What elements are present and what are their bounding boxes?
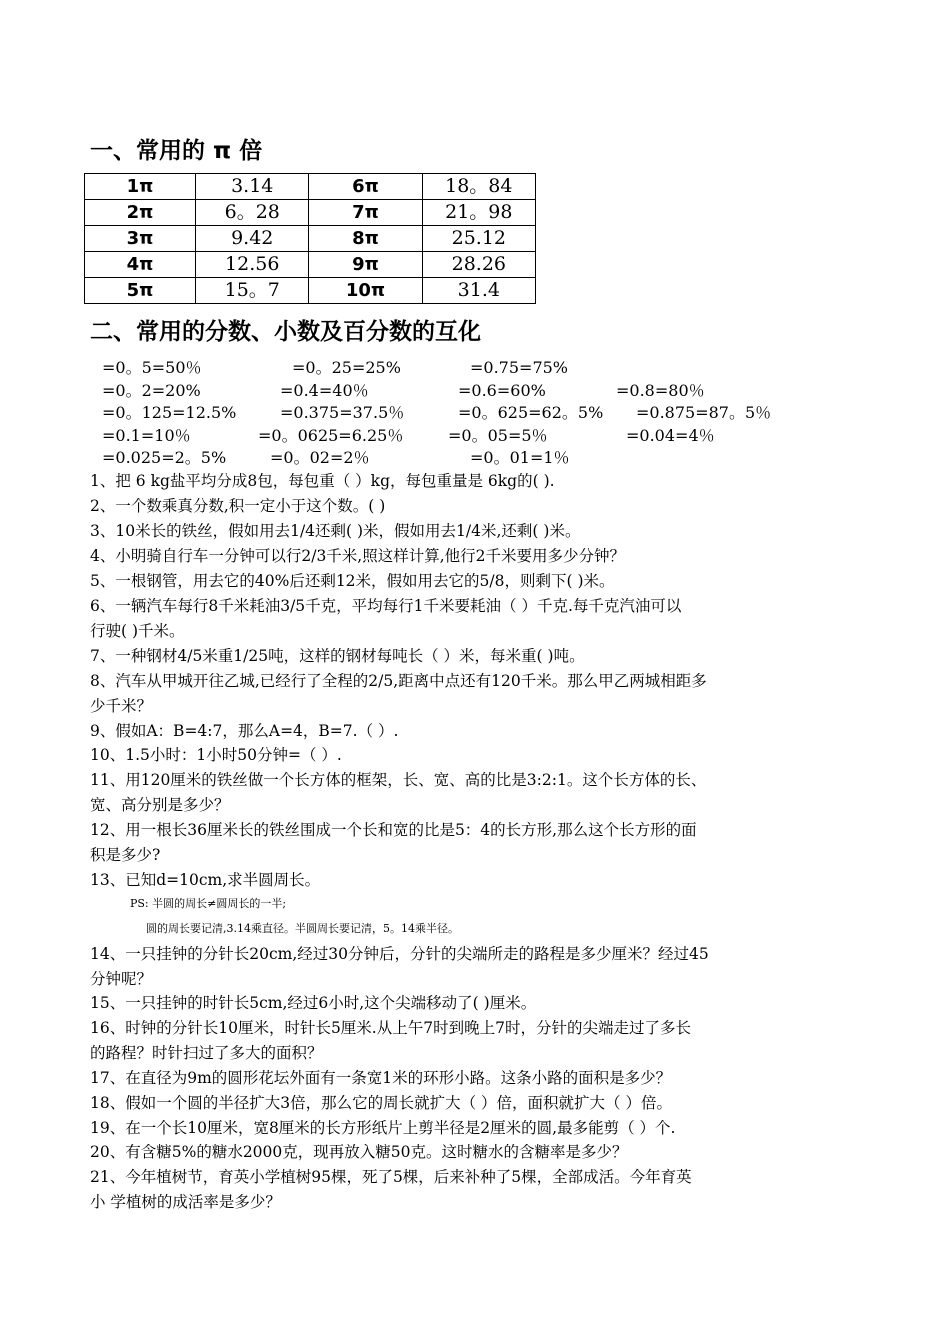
table-cell: 15。7 [196, 278, 309, 304]
question-line: 的路程？时针扫过了多大的面积？ [90, 1044, 323, 1062]
table-cell: 25.12 [422, 226, 535, 252]
conversion-item: =0。2=20% [102, 381, 201, 400]
table-cell: 21。98 [422, 200, 535, 226]
table-row [85, 226, 536, 252]
question-line: 5、一根钢管，用去它的40%后还剩12米，假如用去它的5/8，则剩下( )米。 [90, 572, 615, 590]
conversion-item: =0.04=4％ [626, 426, 715, 445]
question-line: 10、1.5小时：1小时50分钟=（ ）. [90, 746, 342, 764]
table-cell: 9π [309, 252, 422, 278]
pi-multiples-table [84, 173, 536, 304]
conversion-item: =0。01=1％ [470, 448, 570, 467]
table-cell: 31.4 [422, 278, 535, 304]
question-line: 行驶( )千米。 [90, 622, 185, 640]
section-1-title: 一、常用的 π 倍 [90, 138, 263, 164]
table-cell: 6π [309, 174, 422, 200]
question-line: 8、汽车从甲城开往乙城,已经行了全程的2/5,距离中点还有120千米。那么甲乙两城相距多 [90, 672, 707, 690]
table-cell: 6。28 [196, 200, 309, 226]
question-line: 11、用120厘米的铁丝做一个长方体的框架，长、宽、高的比是3:2:1。这个长方体的长、 [90, 771, 707, 789]
table-cell: 2π [85, 200, 196, 226]
conversion-item: =0。02=2％ [270, 448, 370, 467]
conversion-item: =0。0625=6.25％ [258, 426, 404, 445]
question-note: PS: 半圆的周长≠圆周长的一半; [130, 897, 287, 910]
question-line: 7、一种钢材4/5米重1/25吨，这样的钢材每吨长（ ）米，每米重( )吨。 [90, 647, 585, 665]
conversion-item: =0.75=75% [470, 358, 568, 377]
section-2-title: 二、常用的分数、小数及百分数的互化 [90, 319, 481, 345]
question-line: 3、10米长的铁丝，假如用去1/4还剩( )米，假如用去1/4米,还剩( )米。 [90, 522, 581, 540]
question-line: 15、一只挂钟的时针长5cm,经过6小时,这个尖端移动了( )厘米。 [90, 994, 537, 1012]
question-line: 1、把 6 kg盐平均分成8包，每包重（ ）kg，每包重量是 6kg的( ). [90, 472, 555, 490]
question-line: 12、用一根长36厘米长的铁丝围成一个长和宽的比是5：4的长方形,那么这个长方形的面 [90, 821, 697, 839]
table-row [85, 174, 536, 200]
conversion-item: =0.025=2。5% [102, 448, 227, 467]
table-cell: 3π [85, 226, 196, 252]
table-cell: 7π [309, 200, 422, 226]
question-line: 2、一个数乘真分数,积一定小于这个数。( ) [90, 497, 386, 515]
question-line: 6、一辆汽车每行8千米耗油3/5千克，平均每行1千米要耗油（ ）千克.每千克汽油可以 [90, 597, 682, 615]
conversion-item: =0.375=37.5％ [280, 403, 405, 422]
table-cell: 10π [309, 278, 422, 304]
conversion-item: =0.875=87。5％ [636, 403, 772, 422]
conversion-item: =0.4=40％ [280, 381, 369, 400]
question-line: 20、有含糖5%的糖水2000克，现再放入糖50克。这时糖水的含糖率是多少？ [90, 1143, 628, 1161]
table-cell: 3.14 [196, 174, 309, 200]
table-cell: 8π [309, 226, 422, 252]
table-cell: 18。84 [422, 174, 535, 200]
question-line: 小 学植树的成活率是多少？ [90, 1193, 281, 1211]
question-line: 18、假如一个圆的半径扩大3倍，那么它的周长就扩大（ ）倍，面积就扩大（ ）倍。 [90, 1094, 672, 1112]
question-line: 13、已知d=10cm,求半圆周长。 [90, 871, 321, 889]
conversion-item: =0。625=62。5% [458, 403, 604, 422]
conversion-item: =0。125=12.5% [102, 403, 237, 422]
conversion-item: =0.8=80％ [616, 381, 705, 400]
question-line: 19、在一个长10厘米，宽8厘米的长方形纸片上剪半径是2厘米的圆,最多能剪（ ）个. [90, 1119, 676, 1137]
question-line: 14、一只挂钟的分针长20cm,经过30分钟后，分针的尖端所走的路程是多少厘米？经过45 [90, 945, 709, 963]
conversion-item: =0.6=60% [458, 381, 546, 400]
table-cell: 1π [85, 174, 196, 200]
conversion-item: =0。25=25% [292, 358, 401, 377]
question-line: 4、小明骑自行车一分钟可以行2/3千米,照这样计算,他行2千米要用多少分钟？ [90, 547, 626, 565]
question-line: 积是多少? [90, 846, 161, 864]
question-line: 分钟呢？ [90, 970, 153, 988]
table-cell: 28.26 [422, 252, 535, 278]
table-cell: 9.42 [196, 226, 309, 252]
conversion-item: =0.1=10％ [102, 426, 191, 445]
table-cell: 4π [85, 252, 196, 278]
question-line: 9、假如A：B=4:7，那么A=4，B=7.（ ）. [90, 722, 399, 740]
table-row [85, 200, 536, 226]
table-row [85, 278, 536, 304]
question-line: 17、在直径为9m的圆形花坛外面有一条宽1米的环形小路。这条小路的面积是多少？ [90, 1069, 672, 1087]
question-line: 宽、高分别是多少？ [90, 796, 230, 814]
question-note: 圆的周长要记清,3.14乘直径。半圆周长要记清，5。14乘半径。 [146, 922, 459, 935]
table-row [85, 252, 536, 278]
question-line: 21、今年植树节，育英小学植树95棵，死了5棵，后来补种了5棵，全部成活。今年育英 [90, 1168, 692, 1186]
conversion-item: =0。05=5％ [448, 426, 548, 445]
table-cell: 5π [85, 278, 196, 304]
conversion-item: =0。5=50％ [102, 358, 202, 377]
question-line: 少千米？ [90, 697, 153, 715]
question-line: 16、时钟的分针长10厘米，时针长5厘米.从上午7时到晚上7时，分针的尖端走过了多长 [90, 1019, 691, 1037]
table-cell: 12.56 [196, 252, 309, 278]
